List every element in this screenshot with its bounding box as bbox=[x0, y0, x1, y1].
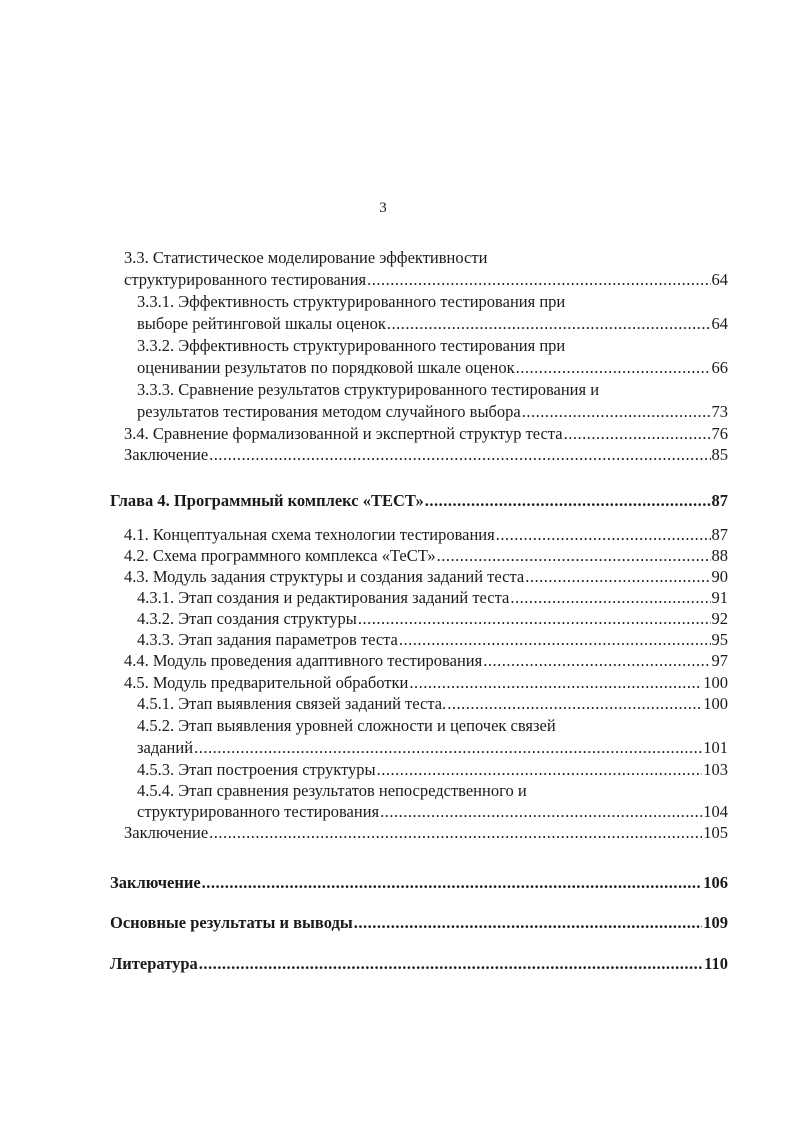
toc-entry-3-3-2-line1 bbox=[137, 336, 565, 356]
toc-page-number: 101 bbox=[703, 738, 728, 757]
dot-leader bbox=[510, 588, 710, 608]
toc-entry-3-4[interactable] bbox=[124, 424, 728, 444]
toc-entry-4-5-1[interactable] bbox=[137, 694, 728, 714]
toc-entry-3-3-line1 bbox=[124, 248, 487, 268]
toc-page-number: 76 bbox=[711, 424, 728, 443]
toc-entry-text: 4.4. Модуль проведения адаптивного тестирования bbox=[124, 651, 483, 670]
dot-leader bbox=[425, 491, 711, 511]
dot-leader bbox=[525, 567, 710, 587]
toc-entry-4-2[interactable] bbox=[124, 546, 728, 566]
toc-entry-text: результатов тестирования методом случайного выбора bbox=[137, 402, 521, 421]
toc-entry-4-4[interactable] bbox=[124, 651, 728, 671]
toc-page-number: 85 bbox=[711, 445, 728, 464]
toc-entry-text: 3.4. Сравнение формализованной и экспертной структур теста bbox=[124, 424, 563, 443]
dot-leader bbox=[387, 314, 711, 334]
toc-page-number: 104 bbox=[703, 802, 728, 821]
toc-entry-text: структурированного тестирования bbox=[124, 270, 367, 289]
toc-entry-3-3-1-line1 bbox=[137, 292, 565, 312]
toc-entry-4-3[interactable] bbox=[124, 567, 728, 587]
toc-page-number: 100 bbox=[703, 694, 728, 713]
dot-leader bbox=[194, 738, 702, 758]
toc-entry-text: выборе рейтинговой шкалы оценок bbox=[137, 314, 386, 333]
toc-entry-text: 4.1. Концептуальная схема технологии тестирования bbox=[124, 525, 495, 544]
toc-page-number: 105 bbox=[703, 823, 728, 842]
toc-entry-4-5-4[interactable] bbox=[137, 802, 728, 822]
toc-entry-text: структурированного тестирования bbox=[137, 802, 380, 821]
toc-entry-text: Заключение bbox=[124, 823, 209, 842]
toc-entry-3-3[interactable] bbox=[124, 270, 728, 290]
toc-page-number: 109 bbox=[703, 913, 728, 932]
toc-entry-text: 4.5.2. Этап выявления уровней сложности и цепочек связей bbox=[137, 716, 556, 735]
toc-page-number: 110 bbox=[704, 954, 728, 973]
toc-chapter-4[interactable] bbox=[110, 491, 728, 511]
dot-leader bbox=[358, 609, 711, 629]
toc-entry-text: 4.3.1. Этап создания и редактирования заданий теста bbox=[137, 588, 510, 607]
toc-entry-ch4-conclusion[interactable] bbox=[124, 823, 728, 843]
toc-page-number: 64 bbox=[711, 270, 728, 289]
dot-leader bbox=[354, 913, 703, 933]
dot-leader bbox=[380, 802, 702, 822]
toc-entry-text: оценивании результатов по порядковой шкале оценок bbox=[137, 358, 515, 377]
dot-leader bbox=[496, 525, 711, 545]
toc-page-number: 106 bbox=[703, 873, 728, 892]
dot-leader bbox=[209, 823, 702, 843]
toc-page-number: 73 bbox=[711, 402, 728, 421]
toc-entry-4-5-4-line1 bbox=[137, 781, 527, 801]
dot-leader bbox=[437, 546, 711, 566]
dot-leader bbox=[202, 873, 703, 893]
toc-entry-text: Литература bbox=[110, 954, 198, 973]
dot-leader bbox=[209, 445, 710, 465]
toc-page-number: 92 bbox=[711, 609, 728, 628]
toc-entry-4-5[interactable] bbox=[124, 673, 728, 693]
toc-entry-text: Заключение bbox=[110, 873, 201, 892]
toc-page-number: 87 bbox=[711, 525, 728, 544]
toc-entry-4-3-2[interactable] bbox=[137, 609, 728, 629]
toc-entry-4-1[interactable] bbox=[124, 525, 728, 545]
dot-leader bbox=[409, 673, 702, 693]
dot-leader bbox=[516, 358, 711, 378]
dot-leader bbox=[367, 270, 710, 290]
toc-entry-3-3-3[interactable] bbox=[137, 402, 728, 422]
toc-section-conclusion[interactable] bbox=[110, 873, 728, 893]
toc-entry-text: 4.5. Модуль предварительной обработки bbox=[124, 673, 409, 692]
toc-entry-text: 3.3.3. Сравнение результатов структурированного тестирования и bbox=[137, 380, 600, 399]
toc-entry-4-5-2[interactable] bbox=[137, 738, 728, 758]
toc-entry-text: Заключение bbox=[124, 445, 209, 464]
toc-entry-ch3-conclusion[interactable] bbox=[124, 445, 728, 465]
toc-page-number: 64 bbox=[711, 314, 728, 333]
dot-leader bbox=[199, 954, 703, 974]
toc-page-number: 90 bbox=[711, 567, 728, 586]
toc-entry-text: 3.3.2. Эффективность структурированного тестирования при bbox=[137, 336, 566, 355]
toc-entry-text: 4.5.4. Этап сравнения результатов непосредственного и bbox=[137, 781, 527, 800]
toc-section-literature[interactable] bbox=[110, 954, 728, 974]
toc-entry-text: 4.2. Схема программного комплекса «ТеСТ» bbox=[124, 546, 436, 565]
toc-page-number: 95 bbox=[711, 630, 728, 649]
page-number: 3 bbox=[379, 200, 387, 216]
toc-entry-text: 4.5.3. Этап построения структуры bbox=[137, 760, 376, 779]
toc-page-number: 97 bbox=[711, 651, 728, 670]
toc-section-main-results[interactable] bbox=[110, 913, 728, 933]
toc-entry-text: заданий bbox=[137, 738, 194, 757]
toc-page-number: 91 bbox=[711, 588, 728, 607]
dot-leader bbox=[447, 694, 702, 714]
toc-entry-4-3-1[interactable] bbox=[137, 588, 728, 608]
toc-page-number: 100 bbox=[703, 673, 728, 692]
toc-page-number: 66 bbox=[711, 358, 728, 377]
dot-leader bbox=[399, 630, 711, 650]
dot-leader bbox=[483, 651, 710, 671]
toc-entry-text: 3.3.1. Эффективность структурированного тестирования при bbox=[137, 292, 566, 311]
toc-entry-4-3-3[interactable] bbox=[137, 630, 728, 650]
dot-leader bbox=[377, 760, 703, 780]
dot-leader bbox=[564, 424, 711, 444]
toc-entry-4-5-3[interactable] bbox=[137, 760, 728, 780]
toc-page-number: 87 bbox=[711, 491, 728, 510]
toc-entry-text: 4.5.1. Этап выявления связей заданий теста. bbox=[137, 694, 447, 713]
toc-entry-3-3-2[interactable] bbox=[137, 358, 728, 378]
toc-entry-text: 4.3.2. Этап создания структуры bbox=[137, 609, 357, 628]
toc-entry-3-3-3-line1 bbox=[137, 380, 599, 400]
toc-entry-text: 4.3.3. Этап задания параметров теста bbox=[137, 630, 398, 649]
dot-leader bbox=[522, 402, 711, 422]
toc-entry-3-3-1[interactable] bbox=[137, 314, 728, 334]
toc-entry-text: Основные результаты и выводы bbox=[110, 913, 353, 932]
toc-entry-text: Глава 4. Программный комплекс «ТЕСТ» bbox=[110, 491, 424, 510]
toc-entry-text: 4.3. Модуль задания структуры и создания заданий теста bbox=[124, 567, 525, 586]
toc-entry-text: 3.3. Статистическое моделирование эффективности bbox=[124, 248, 488, 267]
toc-page-number: 103 bbox=[703, 760, 728, 779]
toc-page-number: 88 bbox=[711, 546, 728, 565]
toc-entry-4-5-2-line1 bbox=[137, 716, 556, 736]
